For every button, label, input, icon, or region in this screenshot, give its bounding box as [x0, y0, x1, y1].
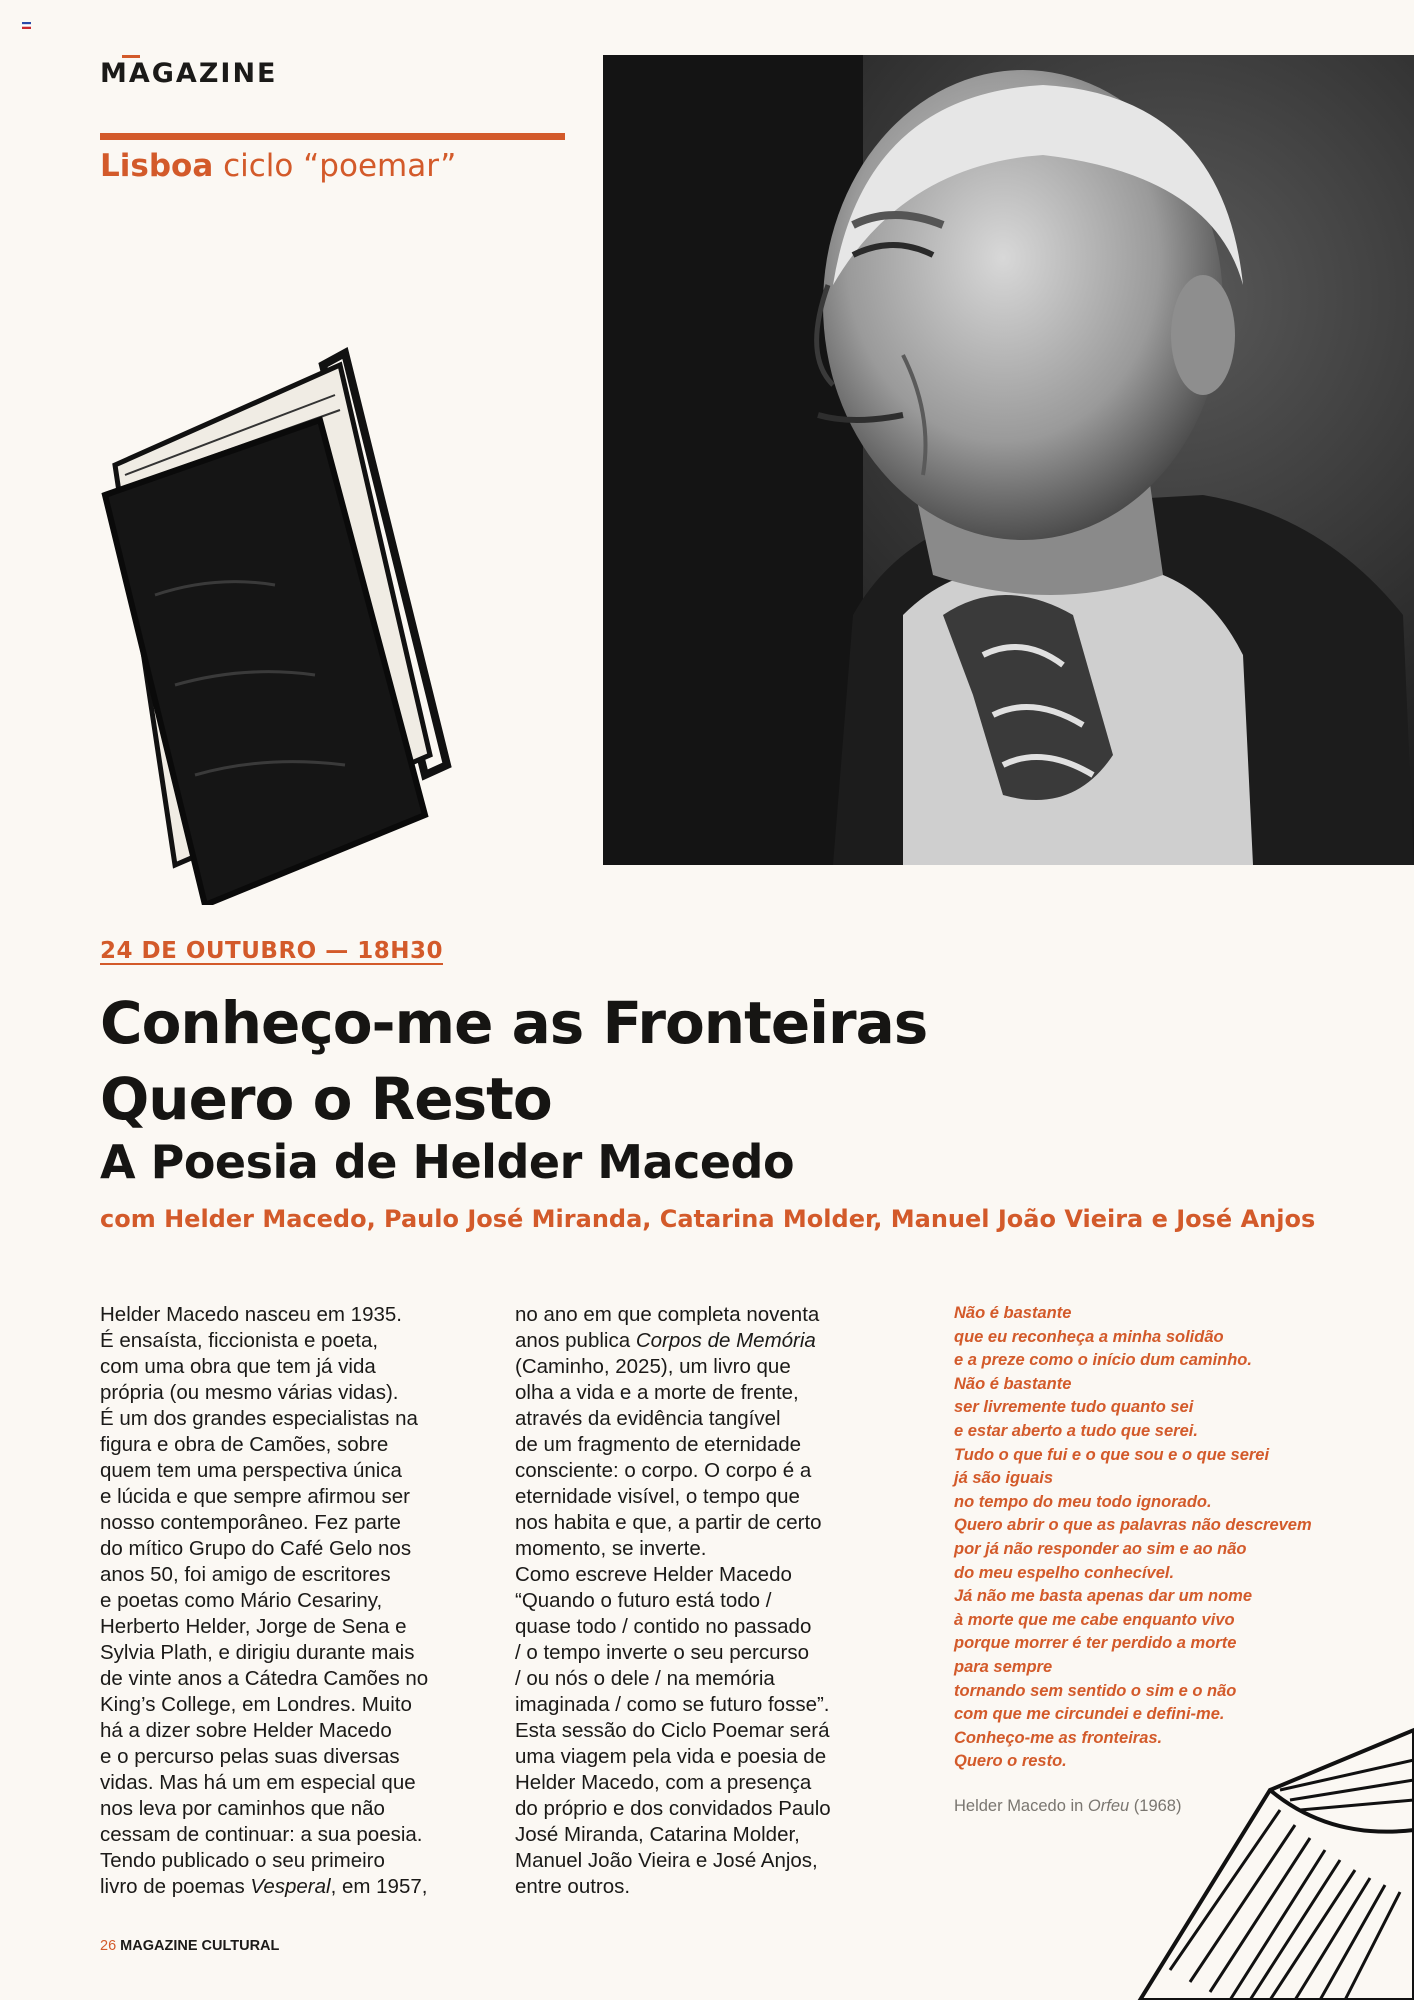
- section-series: ciclo “poemar”: [223, 148, 457, 184]
- section-heading: [100, 148, 456, 184]
- poem-line: já são iguais: [954, 1469, 1054, 1488]
- body-line: livro de poemas Vesperal, em 1957,: [100, 1875, 428, 1898]
- poem-line: tornando sem sentido o sim e o não: [954, 1681, 1237, 1700]
- body-line: no ano em que completa noventa: [515, 1303, 820, 1326]
- poem-line: Conheço-me as fronteiras.: [954, 1728, 1163, 1747]
- body-line: (Caminho, 2025), um livro que: [515, 1355, 791, 1378]
- poem-line: Quero abrir o que as palavras não descrevem: [954, 1516, 1312, 1535]
- poem-line: à morte que me cabe enquanto vivo: [954, 1610, 1235, 1629]
- open-book-illustration: [1130, 1720, 1414, 2000]
- poem-line: com que me circundei e defini-me.: [954, 1705, 1225, 1724]
- body-line: É um dos grandes especialistas na: [100, 1407, 418, 1430]
- body-line: nos habita e que, a partir de certo: [515, 1511, 822, 1534]
- body-line: Helder Macedo, com a presença: [515, 1771, 812, 1794]
- body-line: É ensaísta, ficcionista e poeta,: [100, 1329, 379, 1352]
- body-line: eternidade visível, o tempo que: [515, 1485, 800, 1508]
- flag-icon: [22, 22, 31, 29]
- body-line: José Miranda, Catarina Molder,: [515, 1823, 800, 1846]
- poem-line: Já não me basta apenas dar um nome: [954, 1587, 1253, 1606]
- body-line: do próprio e dos convidados Paulo: [515, 1797, 831, 1820]
- poem-line: porque morrer é ter perdido a morte: [954, 1634, 1237, 1653]
- body-line: entre outros.: [515, 1875, 631, 1898]
- body-line: e poetas como Mário Cesariny,: [100, 1589, 383, 1612]
- section-city: Lisboa: [100, 148, 214, 184]
- body-line: consciente: o corpo. O corpo é a: [515, 1459, 812, 1482]
- body-line: Esta sessão do Ciclo Poemar será: [515, 1719, 830, 1742]
- body-line: do mítico Grupo do Café Gelo nos: [100, 1537, 412, 1560]
- body-line: anos 50, foi amigo de escritores: [100, 1563, 391, 1586]
- body-line: momento, se inverte.: [515, 1537, 707, 1560]
- body-line: há a dizer sobre Helder Macedo: [100, 1719, 392, 1742]
- magazine-logo: MAGAZINE: [100, 58, 278, 89]
- body-line: “Quando o futuro está todo /: [515, 1589, 772, 1612]
- body-column-2: [515, 1302, 831, 1900]
- poem-excerpt: [954, 1302, 1312, 1774]
- body-line: Herberto Helder, Jorge de Sena e: [100, 1615, 407, 1638]
- body-line: vidas. Mas há um em especial que: [100, 1771, 416, 1794]
- body-line: Manuel João Vieira e José Anjos,: [515, 1849, 818, 1872]
- body-line: quase todo / contido no passado: [515, 1615, 812, 1638]
- footer-publication: MAGAZINE CULTURAL: [120, 1938, 280, 1954]
- body-line: Sylvia Plath, e dirigiu durante mais: [100, 1641, 415, 1664]
- body-line: de um fragmento de eternidade: [515, 1433, 802, 1456]
- body-line: figura e obra de Camões, sobre: [100, 1433, 389, 1456]
- body-line: com uma obra que tem já vida: [100, 1355, 376, 1378]
- event-subtitle: A Poesia de Helder Macedo: [100, 1135, 795, 1189]
- body-line: uma viagem pela vida e poesia de: [515, 1745, 827, 1768]
- event-title-line1: Conheço-me as Fronteiras: [100, 989, 928, 1057]
- body-line: King’s College, em Londres. Muito: [100, 1693, 412, 1716]
- body-line: através da evidência tangível: [515, 1407, 781, 1430]
- body-line: e o percurso pelas suas diversas: [100, 1745, 400, 1768]
- body-line: cessam de continuar: a sua poesia.: [100, 1823, 423, 1846]
- event-title: [100, 985, 927, 1137]
- body-column-1: [100, 1302, 428, 1900]
- poem-line: Tudo o que fui e o que sou e o que serei: [954, 1445, 1270, 1464]
- poem-line: do meu espelho conhecível.: [954, 1563, 1175, 1582]
- body-line: Como escreve Helder Macedo: [515, 1563, 792, 1586]
- poem-line: Quero o resto.: [954, 1752, 1067, 1771]
- body-line: imaginada / como se futuro fosse”.: [515, 1693, 830, 1716]
- portrait-photo: [603, 55, 1414, 865]
- body-line: nos leva por caminhos que não: [100, 1797, 385, 1820]
- section-rule: [100, 133, 565, 140]
- poem-credit: Helder Macedo in Orfeu (1968): [954, 1797, 1182, 1815]
- event-guests: com Helder Macedo, Paulo José Miranda, Catarina Molder, Manuel João Vieira e José Anjos: [100, 1205, 1316, 1233]
- poem-line: Não é bastante: [954, 1304, 1072, 1322]
- poem-line: ser livremente tudo quanto sei: [954, 1398, 1194, 1417]
- body-line: / o tempo inverte o seu percurso: [515, 1641, 809, 1664]
- event-title-line2: Quero o Resto: [100, 1065, 552, 1133]
- body-line: Helder Macedo nasceu em 1935.: [100, 1303, 402, 1326]
- body-line: nosso contemporâneo. Fez parte: [100, 1511, 401, 1534]
- page-number: 26: [100, 1938, 117, 1954]
- body-line: Tendo publicado o seu primeiro: [100, 1849, 385, 1872]
- poem-line: no tempo do meu todo ignorado.: [954, 1492, 1212, 1511]
- body-line: e lúcida e que sempre afirmou ser: [100, 1485, 410, 1508]
- event-date: 24 DE OUTUBRO — 18H30: [100, 938, 443, 964]
- poem-line: e a preze como o início dum caminho.: [954, 1351, 1252, 1370]
- body-line: quem tem uma perspectiva única: [100, 1459, 402, 1482]
- body-line: própria (ou mesmo várias vidas).: [100, 1381, 399, 1404]
- book-illustration: [95, 345, 475, 905]
- poem-line: por já não responder ao sim e ao não: [954, 1539, 1247, 1558]
- poem-line: Não é bastante: [954, 1374, 1072, 1393]
- body-line: olha a vida e a morte de frente,: [515, 1381, 799, 1404]
- page-footer: [100, 1938, 279, 1954]
- body-line: de vinte anos a Cátedra Camões no: [100, 1667, 429, 1690]
- body-line: / ou nós o dele / na memória: [515, 1667, 775, 1690]
- poem-line: que eu reconheça a minha solidão: [954, 1327, 1224, 1346]
- poem-line: para sempre: [954, 1657, 1053, 1676]
- body-line: anos publica Corpos de Memória: [515, 1329, 816, 1352]
- poem-line: e estar aberto a tudo que serei.: [954, 1421, 1198, 1440]
